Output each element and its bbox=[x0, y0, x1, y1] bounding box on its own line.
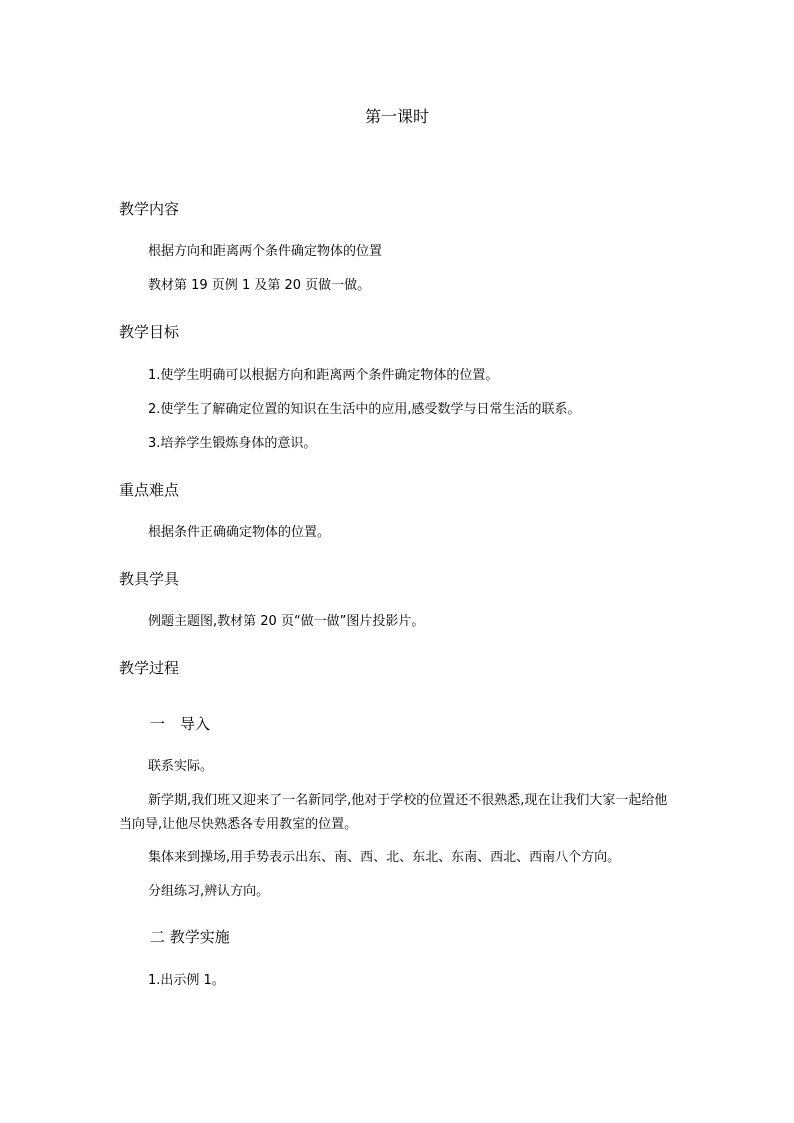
section-heading-keypoints: 重点难点 bbox=[119, 481, 180, 499]
process-part-1-line-3: 集体来到操场,用手势表示出东、南、西、北、东北、东南、西北、西南八个方向。 bbox=[148, 850, 621, 865]
process-part-2-heading: 二 教学实施 bbox=[150, 928, 230, 946]
section-heading-goals: 教学目标 bbox=[119, 323, 180, 341]
process-part-1-line-4: 分组练习,辨认方向。 bbox=[148, 884, 270, 899]
process-part-2-line-1: 1.出示例 1。 bbox=[148, 973, 225, 988]
goal-item-1: 1.使学生明确可以根据方向和距离两个条件确定物体的位置。 bbox=[148, 368, 499, 383]
goal-item-2: 2.使学生了解确定位置的知识在生活中的应用,感受数学与日常生活的联系。 bbox=[148, 402, 581, 417]
section-heading-tools: 教具学具 bbox=[119, 570, 180, 588]
tools-line-1: 例题主题图,教材第 20 页“做一做”图片投影片。 bbox=[148, 614, 425, 629]
content-line-2: 教材第 19 页例 1 及第 20 页做一做。 bbox=[148, 278, 371, 293]
keypoints-line-1: 根据条件正确确定物体的位置。 bbox=[148, 525, 331, 540]
process-part-1-line-1: 联系实际。 bbox=[148, 759, 214, 774]
page-title: 第一课时 bbox=[364, 107, 429, 126]
goal-item-3: 3.培养学生锻炼身体的意识。 bbox=[148, 436, 317, 451]
section-heading-process: 教学过程 bbox=[119, 659, 180, 677]
content-line-1: 根据方向和距离两个条件确定物体的位置 bbox=[148, 244, 383, 259]
process-part-1-heading: 一 导入 bbox=[150, 715, 211, 733]
process-part-1-paragraph: 新学期,我们班又迎来了一名新同学,他对于学校的位置还不很熟悉,现在让我们大家一起给他当向导,让他尽快熟悉各专用教室的位置。 bbox=[119, 793, 668, 832]
section-heading-content: 教学内容 bbox=[119, 200, 180, 218]
